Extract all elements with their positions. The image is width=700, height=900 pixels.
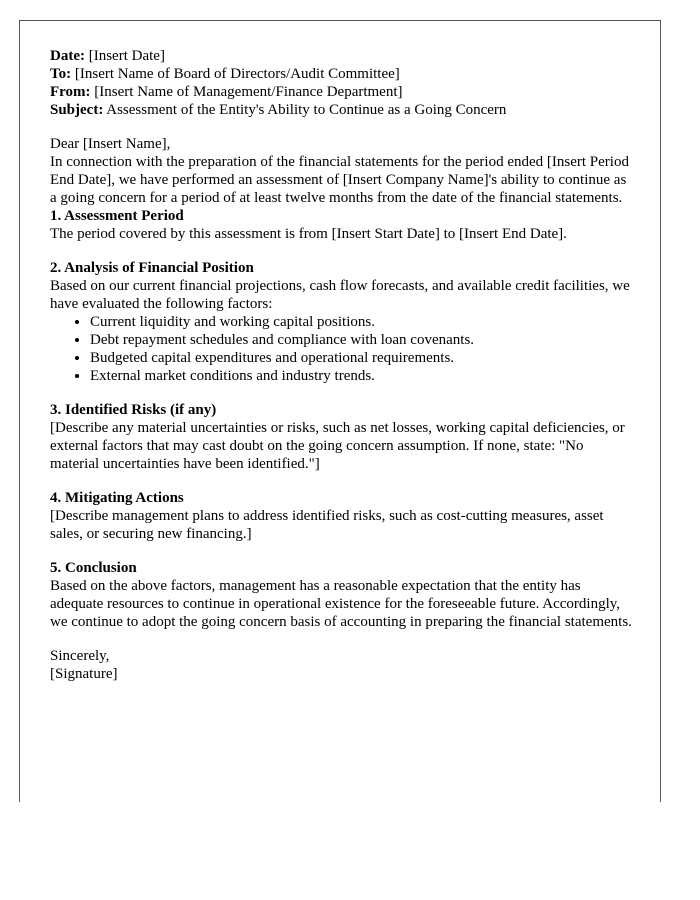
section-body: [Describe management plans to address identified risks, such as cost-cutting measures, asset sales, or securing new financing.] bbox=[50, 508, 604, 542]
salutation: Dear [Insert Name], bbox=[50, 136, 171, 152]
section-analysis bbox=[50, 259, 632, 385]
date-value: [Insert Date] bbox=[88, 48, 165, 64]
to-value: [Insert Name of Board of Directors/Audit Committee] bbox=[74, 66, 400, 82]
section-mitigating bbox=[50, 489, 632, 543]
intro-paragraph: In connection with the preparation of the financial statements for the period ended [Insert Period End Date], we have performed an assessment of [Insert Company Name]'s ability to continue as a going concern for a period of at least twelve months from the date of the financial statements. bbox=[50, 154, 629, 206]
section-heading: 3. Identified Risks (if any) bbox=[50, 402, 217, 418]
closing: Sincerely, bbox=[50, 648, 110, 664]
from-value: [Insert Name of Management/Finance Department] bbox=[94, 84, 403, 100]
subject-value: Assessment of the Entity's Ability to Continue as a Going Concern bbox=[106, 102, 507, 118]
from-label: From: bbox=[50, 84, 91, 100]
section-risks bbox=[50, 401, 632, 473]
section-body: Based on our current financial projections, cash flow forecasts, and available credit facilities, we have evaluated the following factors: bbox=[50, 278, 630, 312]
list-item: • Debt repayment schedules and compliance with loan covenants. bbox=[90, 331, 632, 349]
factors-list bbox=[50, 313, 632, 385]
section-heading: 5. Conclusion bbox=[50, 560, 137, 576]
section-body: [Describe any material uncertainties or risks, such as net losses, working capital deficiencies, or external factors that may cast doubt on the going concern assumption. If none, state: "No material uncertainties have been identified."] bbox=[50, 420, 625, 472]
section-body: The period covered by this assessment is from [Insert Start Date] to [Insert End Date]. bbox=[50, 226, 567, 242]
date-line bbox=[50, 47, 632, 65]
section-heading: 4. Mitigating Actions bbox=[50, 490, 184, 506]
section-assessment-period bbox=[50, 207, 632, 243]
from-line bbox=[50, 83, 632, 101]
subject-line bbox=[50, 101, 632, 119]
signature: [Signature] bbox=[50, 666, 118, 682]
address-block bbox=[50, 65, 632, 119]
to-line bbox=[50, 65, 632, 83]
list-item: • Budgeted capital expenditures and operational requirements. bbox=[90, 349, 632, 367]
section-heading: 2. Analysis of Financial Position bbox=[50, 260, 254, 276]
to-label: To: bbox=[50, 66, 72, 82]
date-label: Date: bbox=[50, 48, 85, 64]
section-conclusion bbox=[50, 559, 632, 631]
letter-page bbox=[19, 20, 661, 802]
section-body: Based on the above factors, management has a reasonable expectation that the entity has adequate resources to continue in operational existence for the foreseeable future. Accordingly, we continue to adopt the going concern basis of accounting in preparing the financial statements. bbox=[50, 578, 632, 630]
subject-label: Subject: bbox=[50, 102, 104, 118]
list-item: • External market conditions and industry trends. bbox=[90, 367, 632, 385]
section-heading: 1. Assessment Period bbox=[50, 208, 184, 224]
list-item: • Current liquidity and working capital positions. bbox=[90, 313, 632, 331]
